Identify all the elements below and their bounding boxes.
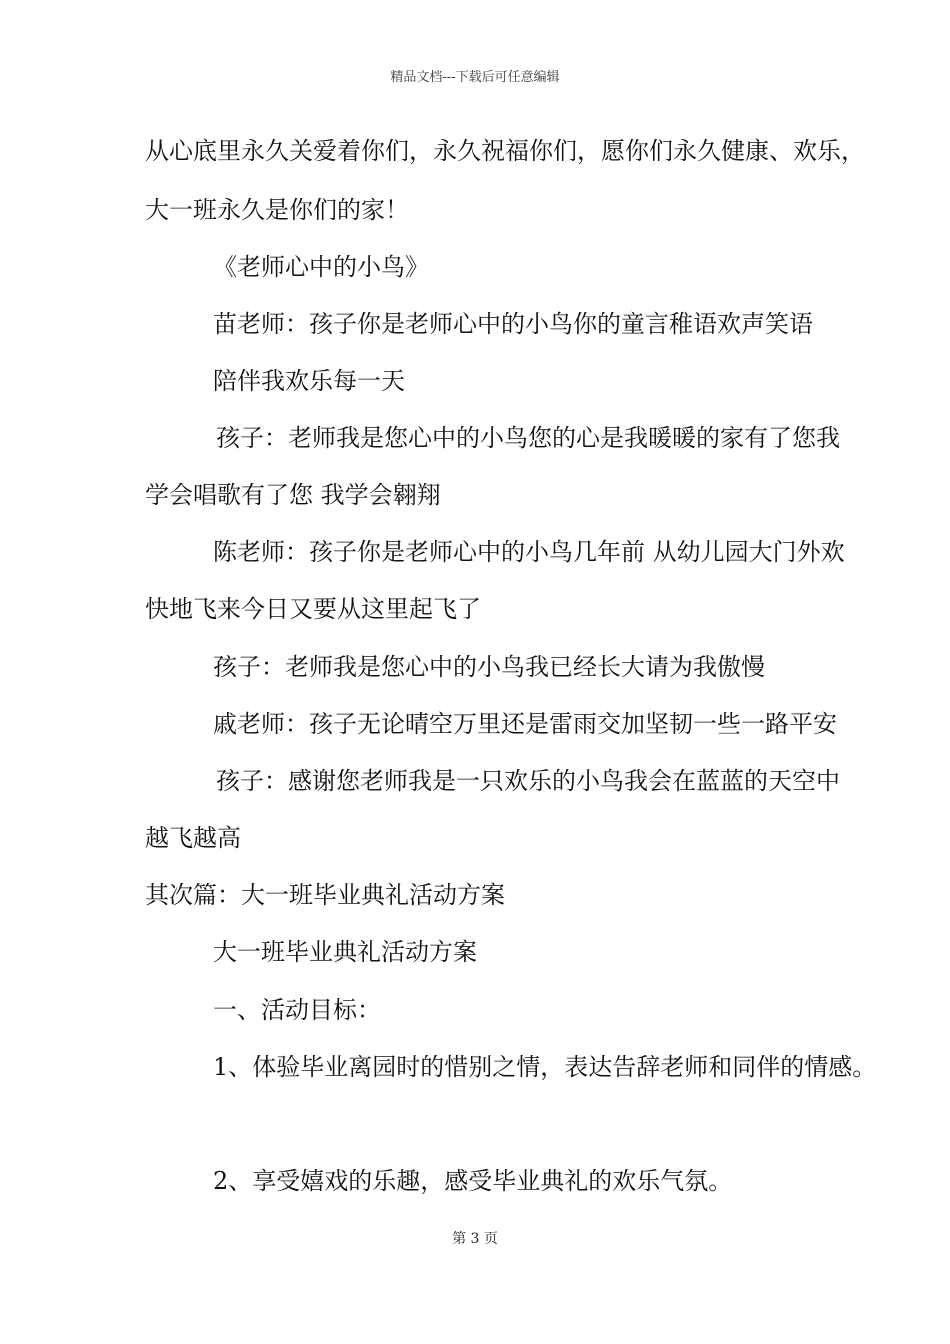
body-line-13: 越飞越高 (145, 824, 241, 852)
plan-title: 大一班毕业典礼活动方案 (213, 938, 477, 966)
goal-item-1: 1、体验毕业离园时的惜别之情，表达告辞老师和同伴的情感。 (213, 1053, 877, 1081)
body-line-11: 戚老师：孩子无论晴空万里还是雷雨交加坚韧一些一路平安 (213, 710, 837, 738)
body-line-5: 陪伴我欢乐每一天 (213, 367, 405, 395)
body-line-7: 学会唱歌有了您 我学会翱翔 (145, 481, 441, 509)
subsection-heading: 一、活动目标： (213, 996, 381, 1024)
body-line-8: 陈老师：孩子你是老师心中的小鸟几年前 从幼儿园大门外欢 (213, 538, 845, 566)
body-line-9: 快地飞来今日又要从这里起飞了 (145, 595, 481, 623)
body-line-2: 大一班永久是你们的家！ (145, 196, 409, 224)
poem-title: 《老师心中的小鸟》 (213, 253, 429, 281)
page-header: 精品文档---下载后可任意编辑 (390, 70, 560, 85)
goal-item-2: 2、享受嬉戏的乐趣，感受毕业典礼的欢乐气氛。 (213, 1167, 733, 1195)
page-number: 第 3 页 (452, 1231, 498, 1247)
body-line-12: 孩子：感谢您老师我是一只欢乐的小鸟我会在蓝蓝的天空中 (216, 767, 840, 795)
body-line-4: 苗老师：孩子你是老师心中的小鸟你的童言稚语欢声笑语 (213, 310, 813, 338)
section-heading: 其次篇：大一班毕业典礼活动方案 (145, 881, 505, 909)
body-line-1: 从心底里永久关爱着你们，永久祝福你们，愿你们永久健康、欢乐， (145, 137, 865, 165)
body-line-10: 孩子：老师我是您心中的小鸟我已经长大请为我傲慢 (213, 653, 765, 681)
body-line-6: 孩子：老师我是您心中的小鸟您的心是我暖暖的家有了您我 (216, 424, 840, 452)
